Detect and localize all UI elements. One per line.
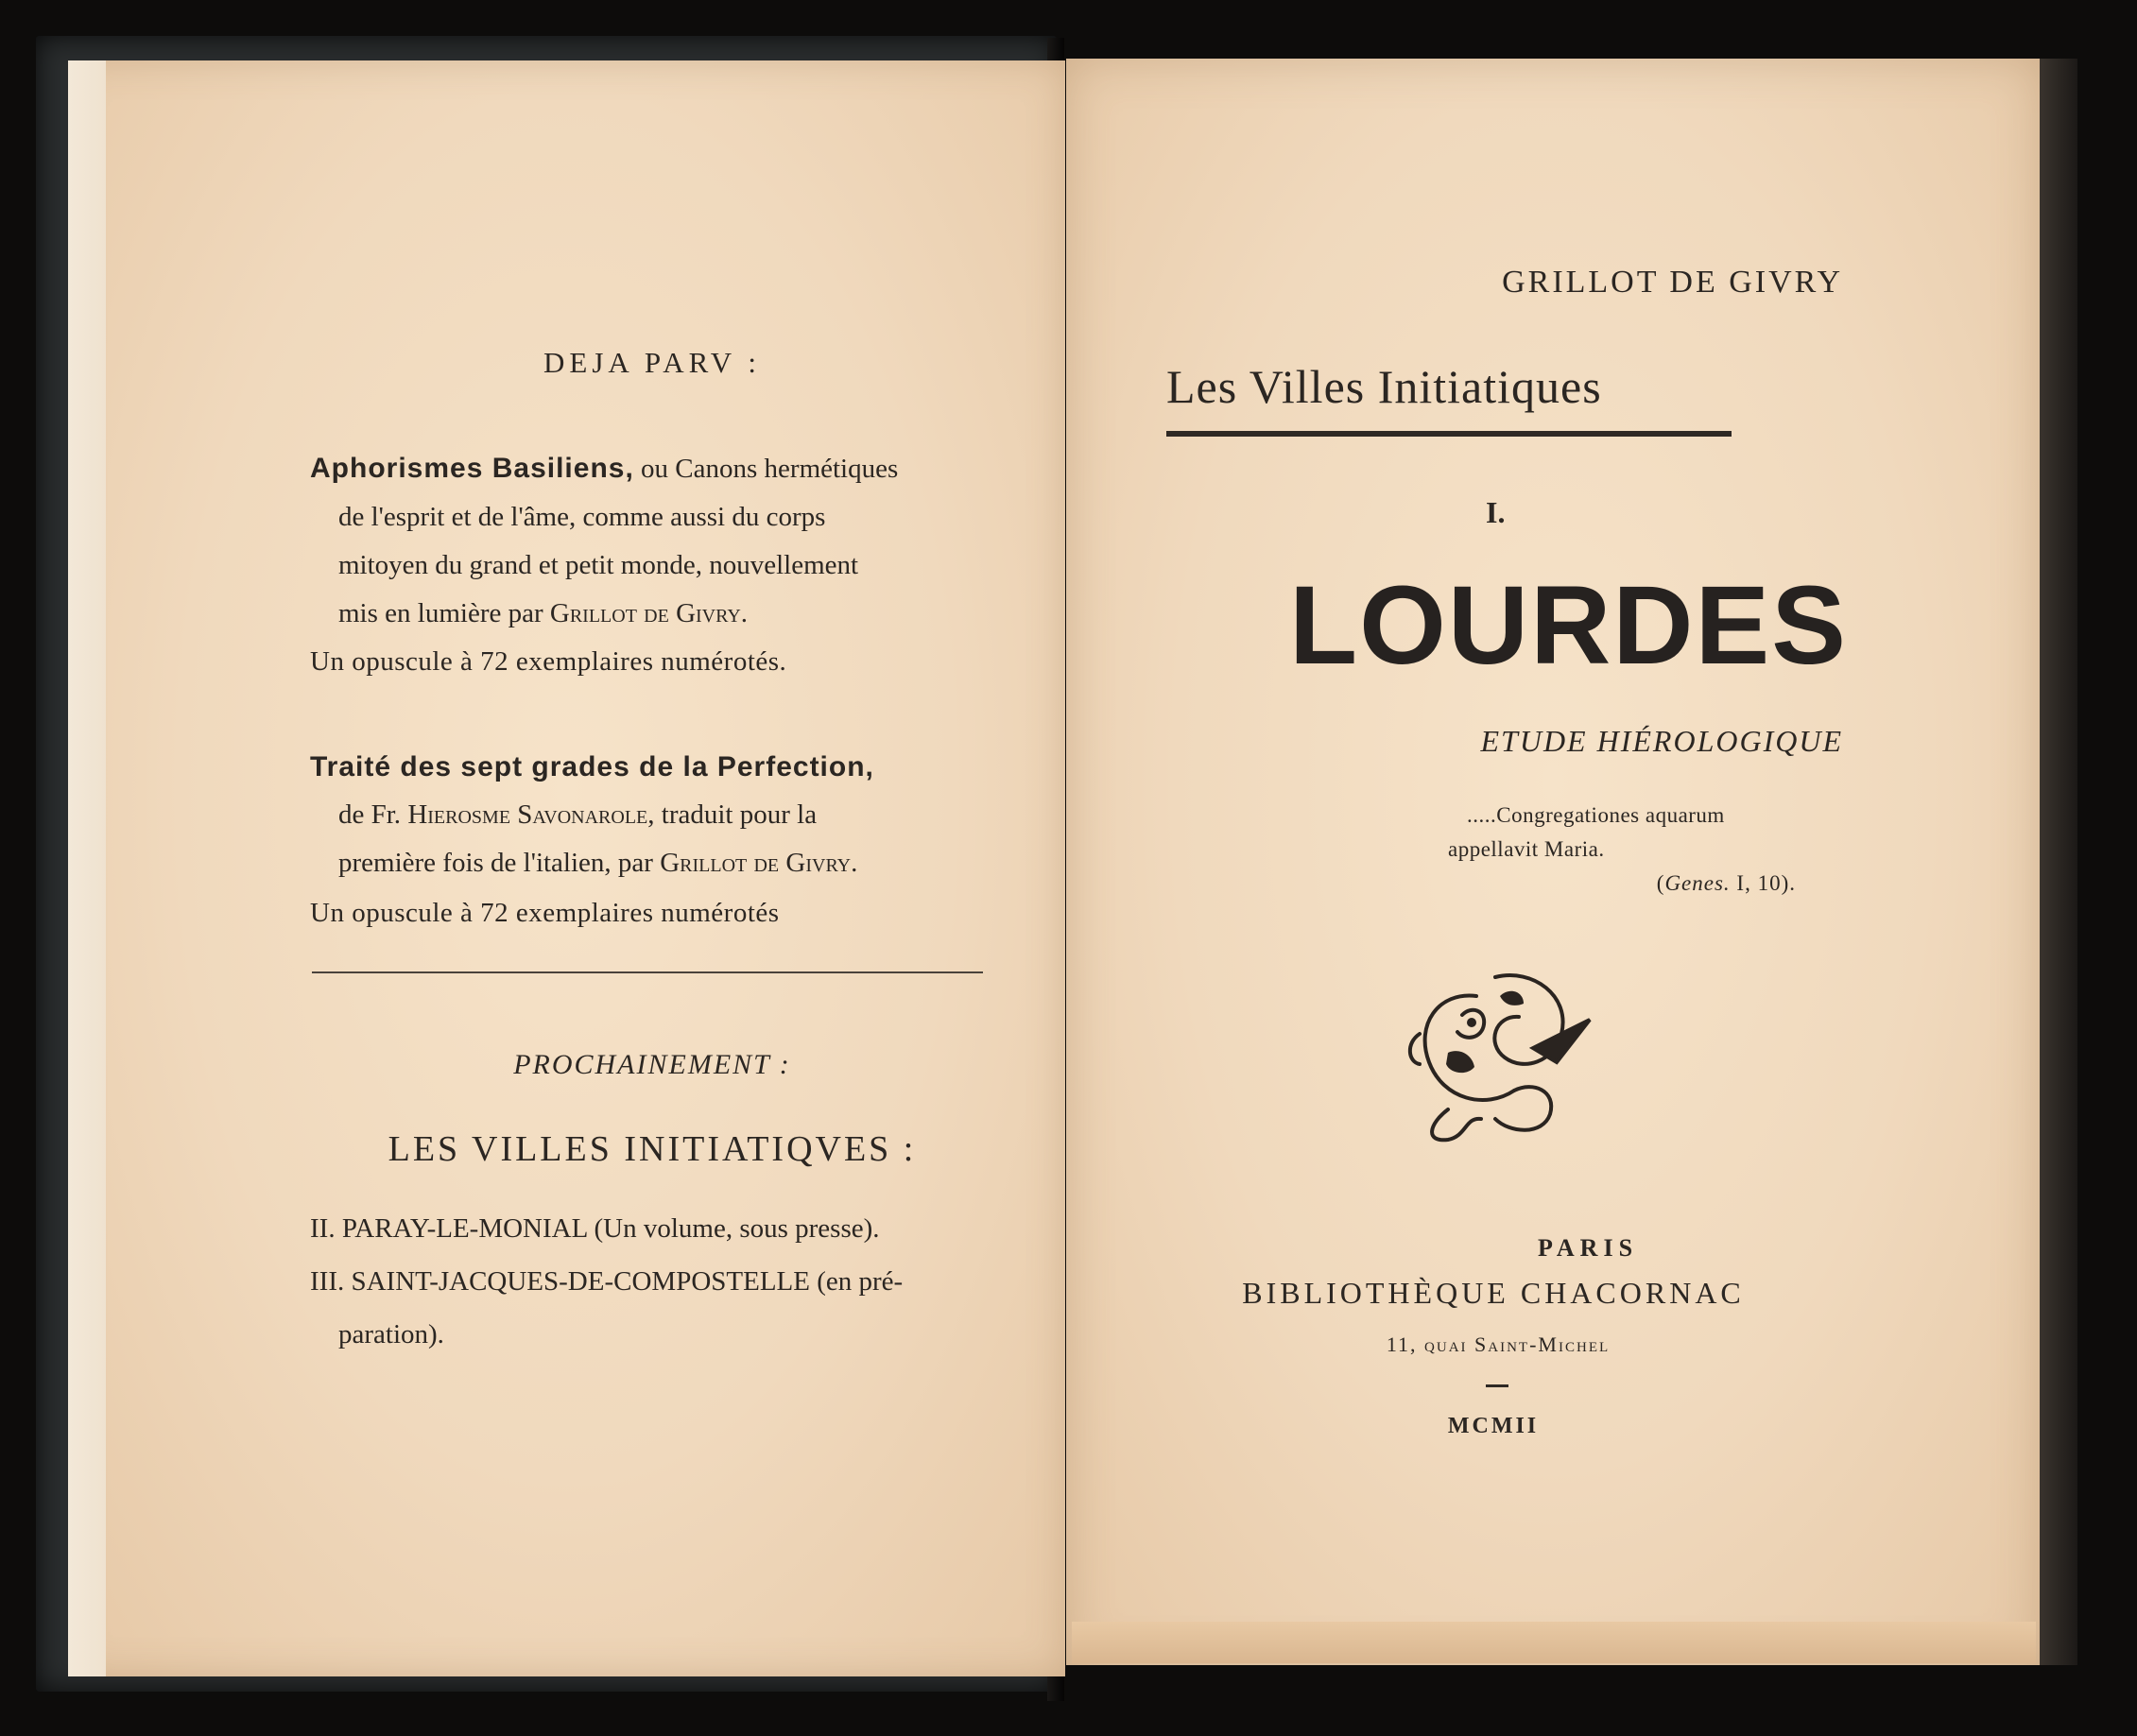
left-page-edge — [68, 60, 106, 1676]
entry-title: Traité des sept grades de la Perfection, — [310, 751, 874, 782]
entry-text-line: première fois de l'italien, par — [338, 848, 661, 878]
volume-item: II. PARAY-LE-MONIAL (Un volume, sous presse). — [310, 1213, 880, 1244]
entry-note: Un opuscule à 72 exemplaires numérotés. — [310, 646, 787, 677]
entry-traite — [310, 743, 992, 887]
volume-item: III. SAINT-JACQUES-DE-COMPOSTELLE (en pré- — [310, 1266, 904, 1297]
epigraph-line: .....Congregationes aquarum — [1467, 803, 1725, 827]
epigraph-source-ref: I, 10). — [1730, 871, 1796, 895]
entry-text-line: mis en lumière par — [338, 598, 550, 628]
series-heading: LES VILLES INITIATIQVES : — [388, 1129, 917, 1169]
entry-text-line: de l'esprit et de l'âme, comme aussi du corps — [338, 502, 826, 532]
already-published-heading: DEJA PARV : — [543, 346, 761, 379]
epigraph — [1448, 799, 1826, 867]
forthcoming-heading: PROCHAINEMENT : — [513, 1049, 791, 1080]
volume-item: paration). — [338, 1319, 444, 1349]
entry-text-line: de Fr. — [338, 799, 408, 830]
book-subtitle: ETUDE HIÉROLOGIQUE — [1480, 724, 1843, 758]
right-page-bottom-edge — [1072, 1622, 2036, 1663]
entry-aphorismes — [310, 444, 992, 638]
series-title: Les Villes Initiatiques — [1166, 360, 1602, 413]
publication-year: MCMII — [1447, 1414, 1540, 1438]
entry-text-line: , traduit pour la — [647, 799, 818, 830]
publisher-address: 11, quai Saint-Michel — [1386, 1332, 1611, 1356]
author-name: Grillot de Givry. — [549, 598, 749, 628]
epigraph-line: appellavit Maria. — [1448, 837, 1605, 861]
epigraph-source-book: Genes. — [1664, 871, 1731, 895]
volume-number: I. — [1486, 495, 1506, 529]
entry-note: Un opuscule à 72 exemplaires numérotés — [310, 898, 780, 928]
entry-title: Aphorismes Basiliens, — [310, 453, 634, 484]
publication-city: PARIS — [1537, 1234, 1639, 1262]
divider-rule — [312, 971, 983, 973]
separator-dash — [1486, 1384, 1508, 1387]
entry-text-line: mitoyen du grand et petit monde, nouvellement — [338, 550, 859, 580]
right-page-stack-edge — [2040, 59, 2077, 1665]
entry-text-line: ou Canons hermétiques — [641, 454, 899, 484]
book-title: LOURDES — [1289, 563, 1848, 688]
author-name: GRILLOT DE GIVRY — [1502, 265, 1843, 300]
epigraph-source: (Genes. I, 10). — [1656, 871, 1796, 895]
author-name: Grillot de Givry. — [660, 848, 858, 878]
translator-name: Hierosme Savonarole — [407, 799, 648, 830]
publisher-name: BIBLIOTHÈQUE CHACORNAC — [1242, 1276, 1745, 1310]
publisher-dragon-ornament-icon — [1391, 958, 1599, 1147]
series-underline — [1166, 431, 1732, 437]
